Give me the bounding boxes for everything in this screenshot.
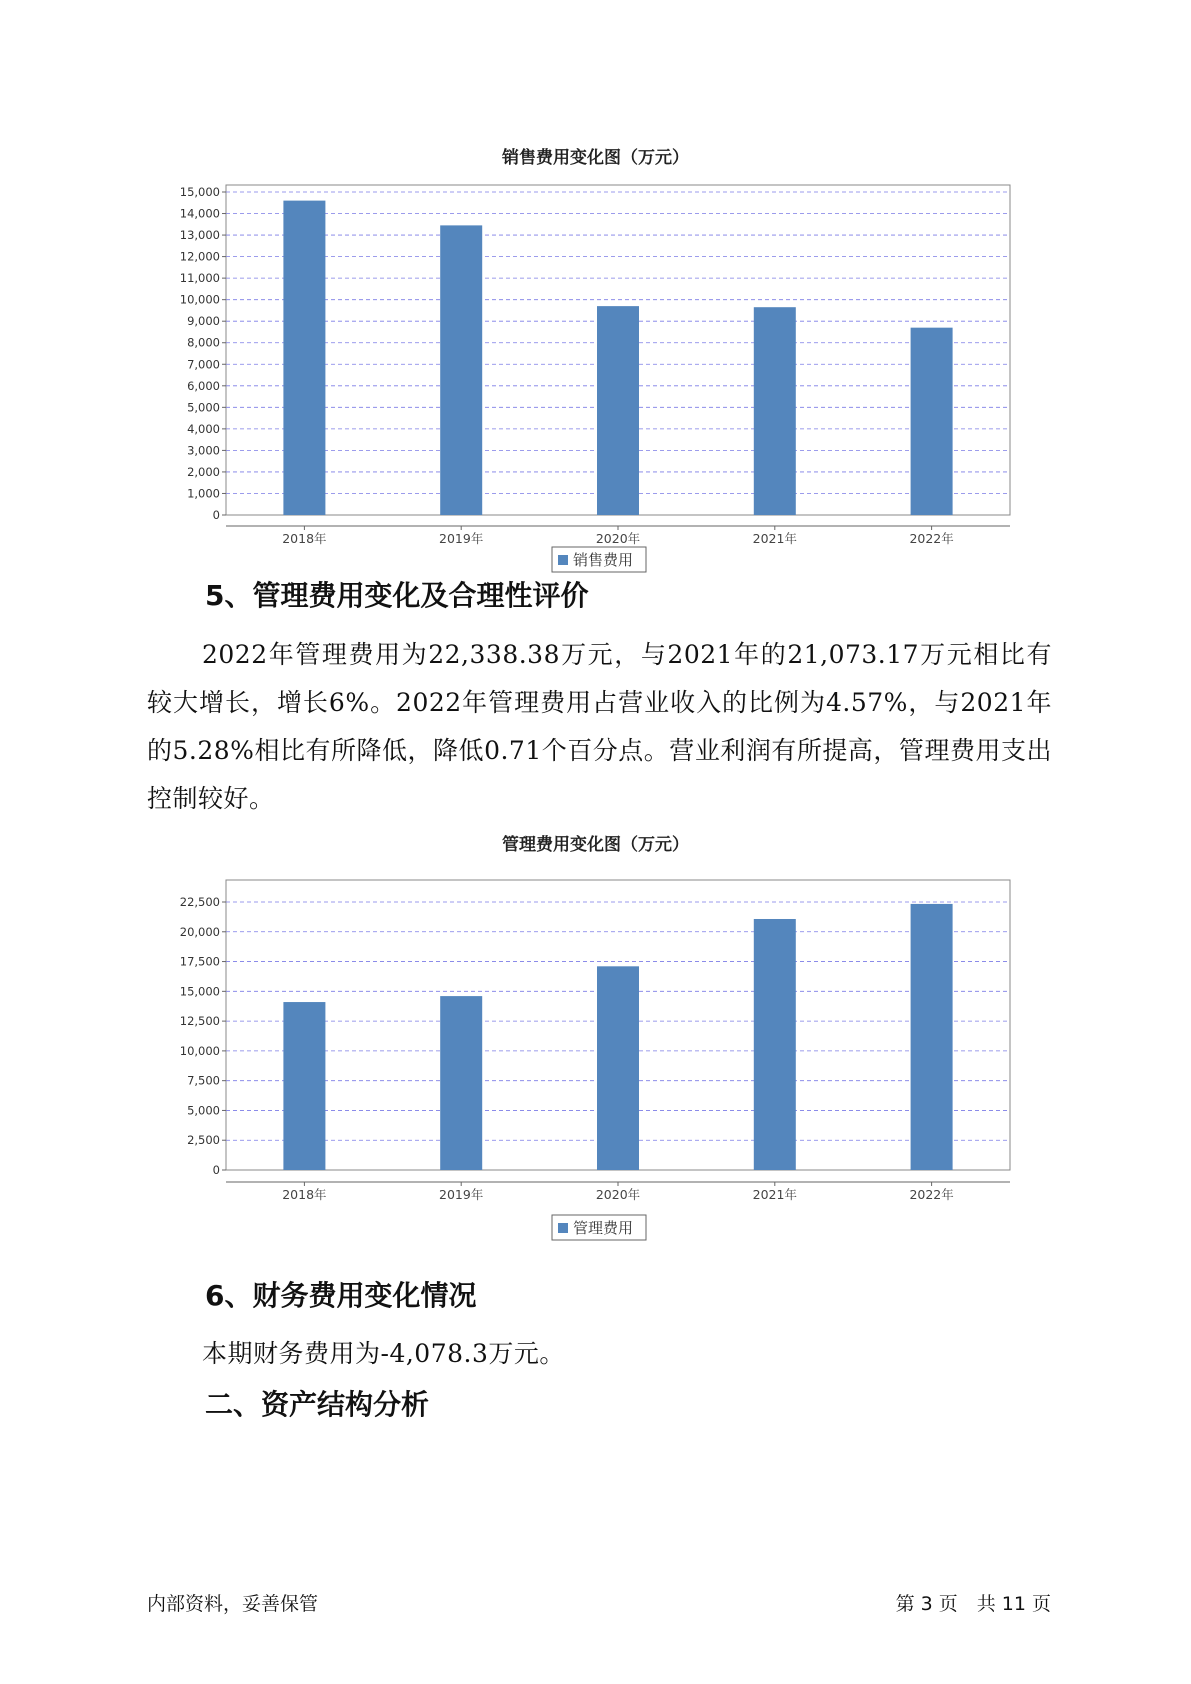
bar-2020年 — [597, 966, 639, 1170]
y-tick-label: 22,500 — [179, 895, 220, 909]
bar-2020年 — [597, 306, 639, 515]
y-tick-label: 12,000 — [179, 249, 220, 264]
section-6-paragraph-text: 本期财务费用为-4,078.3万元。 — [202, 1339, 565, 1368]
y-tick-label: 10,000 — [179, 1043, 220, 1058]
legend-label: 管理费用 — [573, 1219, 634, 1237]
bar-2018年 — [283, 201, 325, 515]
y-tick-label: 11,000 — [179, 271, 220, 286]
y-tick-label: 7,500 — [187, 1073, 220, 1088]
footer-confidential-note: 内部资料，妥善保管 — [147, 1593, 319, 1615]
x-tick-label: 2020年 — [595, 1187, 641, 1202]
y-tick-label: 14,000 — [179, 206, 220, 221]
section-6-paragraph — [147, 1330, 1052, 1378]
bar-2019年 — [440, 225, 482, 515]
x-tick-label: 2020年 — [595, 531, 641, 546]
y-tick-label: 2,000 — [187, 464, 220, 479]
legend-swatch — [558, 555, 568, 565]
y-tick-label: 13,000 — [179, 228, 220, 243]
bar-2019年 — [440, 996, 482, 1170]
section-5-paragraph — [147, 631, 1052, 823]
sales-expense-chart-title: 销售费用变化图（万元） — [502, 148, 689, 168]
bar-2018年 — [283, 1002, 325, 1170]
y-tick-label: 5,000 — [187, 400, 220, 415]
y-tick-label: 12,500 — [179, 1014, 220, 1029]
admin-expense-chart — [160, 860, 1020, 1255]
legend-label: 销售费用 — [573, 551, 634, 569]
y-tick-label: 4,000 — [187, 421, 220, 436]
bar-2021年 — [754, 919, 796, 1170]
y-tick-label: 1,000 — [187, 486, 220, 501]
y-tick-label: 15,000 — [179, 984, 220, 999]
x-tick-label: 2022年 — [909, 1187, 954, 1202]
y-tick-label: 0 — [212, 1163, 220, 1177]
y-tick-label: 20,000 — [179, 924, 220, 939]
y-tick-label: 0 — [212, 508, 220, 522]
sales-expense-chart — [160, 165, 1020, 569]
y-tick-label: 15,000 — [179, 185, 220, 199]
x-tick-label: 2019年 — [439, 1187, 484, 1202]
y-tick-label: 17,500 — [179, 954, 220, 969]
x-tick-label: 2021年 — [752, 531, 797, 546]
x-tick-label: 2018年 — [282, 531, 327, 546]
section-5-paragraph-text: 2022年管理费用为22,338.38万元，与2021年的21,073.17万元相比有较大增长，增长6%。2022年管理费用占营业收入的比例为4.57%，与2021年的5.28%相比有所降低，降低0.71个百分点。营业利润有所提高，管理费用支出控制较好。 — [147, 640, 1052, 813]
footer-page-number: 第 3 页 共 11 页 — [895, 1593, 1051, 1615]
admin-expense-chart-title: 管理费用变化图（万元） — [502, 835, 689, 855]
x-tick-label: 2019年 — [439, 531, 484, 546]
y-tick-label: 9,000 — [187, 314, 220, 329]
y-tick-label: 8,000 — [187, 335, 220, 350]
y-tick-label: 10,000 — [179, 292, 220, 307]
section-two-heading: 二、资产结构分析 — [205, 1388, 430, 1421]
legend-swatch — [558, 1223, 568, 1233]
y-tick-label: 6,000 — [187, 378, 220, 393]
bar-2022年 — [911, 904, 953, 1170]
y-tick-label: 5,000 — [187, 1103, 220, 1118]
x-tick-label: 2021年 — [752, 1187, 797, 1202]
y-tick-label: 2,500 — [187, 1133, 220, 1148]
x-tick-label: 2018年 — [282, 1187, 327, 1202]
x-tick-label: 2022年 — [909, 531, 954, 546]
y-tick-label: 7,000 — [187, 357, 220, 372]
section-5-heading: 5、管理费用变化及合理性评价 — [205, 579, 589, 612]
y-tick-label: 3,000 — [187, 443, 220, 458]
bar-2022年 — [911, 328, 953, 515]
section-6-heading: 6、财务费用变化情况 — [205, 1279, 477, 1312]
bar-2021年 — [754, 307, 796, 515]
